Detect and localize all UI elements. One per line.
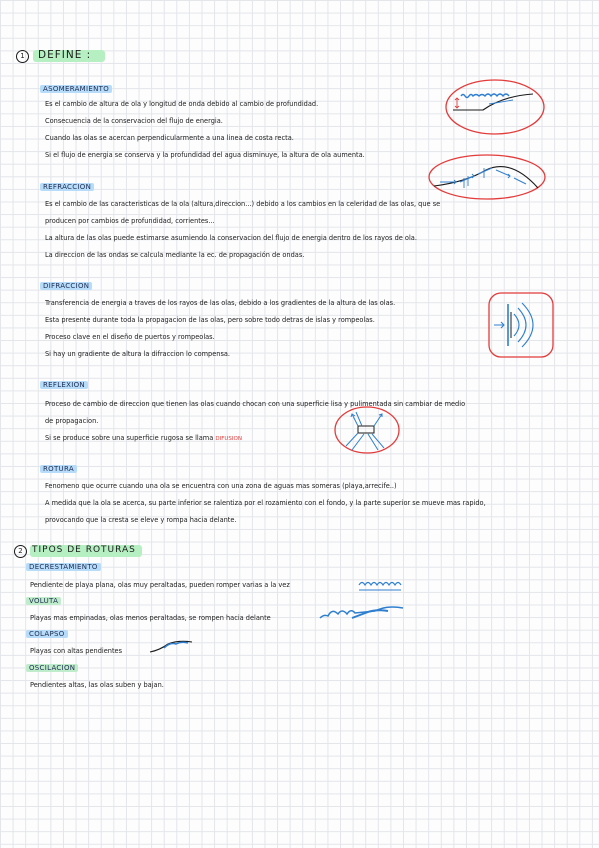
refraccion-title: REFRACCION [40,183,94,191]
asomeramiento-line-1: Es el cambio de altura de ola y longitud de onda debido al cambio de profundidad. [45,100,319,108]
voluta-wave-icon [318,604,406,624]
rotura-title: ROTURA [40,465,77,473]
reflexion-title: REFLEXION [40,381,88,389]
refraccion-line-1: Es el cambio de las caracteristicas de la ola (altura,direccion...) debido a los cambios en la celeridad de las olas, que se [45,200,441,208]
reflexion-line-2: de propagacion. [45,417,99,425]
diffraction-sketch [486,290,556,360]
difraccion-line-4: Si hay un gradiente de altura la difraccion lo compensa. [45,350,231,358]
difraccion-line-3: Proceso clave en el diseño de puertos y rompeolas. [45,333,215,341]
reflection-sketch [332,404,402,456]
asomeramiento-title: ASOMERAMIENTO [40,85,112,93]
section1-title: DEFINE : [38,49,92,61]
rotura-line-3: provocando que la cresta se eleve y rompa hacia delante. [45,516,237,524]
asomeramiento-line-3: Cuando las olas se acercan perpendicularmente a una linea de costa recta. [45,134,294,142]
difraccion-line-1: Transferencia de energia a traves de los rayos de las olas, debido a los gradientes de la altura de las olas. [45,299,396,307]
oscilacion-title: OSCILACION [26,664,78,672]
colapso-text: Playas con altas pendientes [30,647,123,655]
reflexion-last-line: Si se produce sobre una superficie rugosa se llama [45,434,214,442]
section1-number: 1 [16,50,29,63]
refraccion-line-3: La altura de las olas puede estimarse asumiendo la conservacion del flujo de energia dentro de los rayos de ola. [45,234,417,242]
rotura-line-2: A medida que la ola se acerca, su parte inferior se ralentiza por el rozamiento con el fondo, y la parte superior se mueve mas rapido, [45,499,486,507]
colapso-wave-icon [148,636,196,656]
shoaling-sketch [443,76,547,138]
difraccion-line-2: Esta presente durante toda la propagacion de las olas, pero sobre todo detras de islas y rompeolas. [45,316,375,324]
decrestamiento-text: Pendiente de playa plana, olas muy peraltadas, pueden romper varias a la vez [30,581,290,589]
reflexion-line-1: Proceso de cambio de direccion que tienen las olas cuando chocan con una superficie lisa y pulimentada sin cambiar de medio [45,400,466,408]
voluta-text: Playas mas empinadas, olas menos peraltadas, se rompen hacia delante [30,614,271,622]
section2-title: TIPOS DE ROTURAS [32,545,136,555]
asomeramiento-line-2: Consecuencia de la conservacion del flujo de energia. [45,117,223,125]
reflexion-line-3 [45,434,242,442]
voluta-title: VOLUTA [26,597,61,605]
difusion-word: DIFUSION [215,436,242,442]
refraccion-line-4: La direccion de las ondas se calcula mediante la ec. de propagación de ondas. [45,251,305,259]
decrestamiento-wave-icon [357,578,403,592]
refraction-sketch [426,152,548,202]
section2-number: 2 [14,545,27,558]
rotura-line-1: Fenomeno que ocurre cuando una ola se encuentra con una zona de aguas mas someras (playa,arrecife..) [45,482,397,490]
oscilacion-text: Pendientes altas, las olas suben y bajan. [30,681,164,689]
decrestamiento-title: DECRESTAMIENTO [26,563,101,571]
asomeramiento-line-4: Si el flujo de energia se conserva y la profundidad del agua disminuye, la altura de ola aumenta. [45,151,365,159]
refraccion-line-2: producen por cambios de profundidad, corrientes... [45,217,215,225]
difraccion-title: DIFRACCION [40,282,92,290]
colapso-title: COLAPSO [26,630,68,638]
